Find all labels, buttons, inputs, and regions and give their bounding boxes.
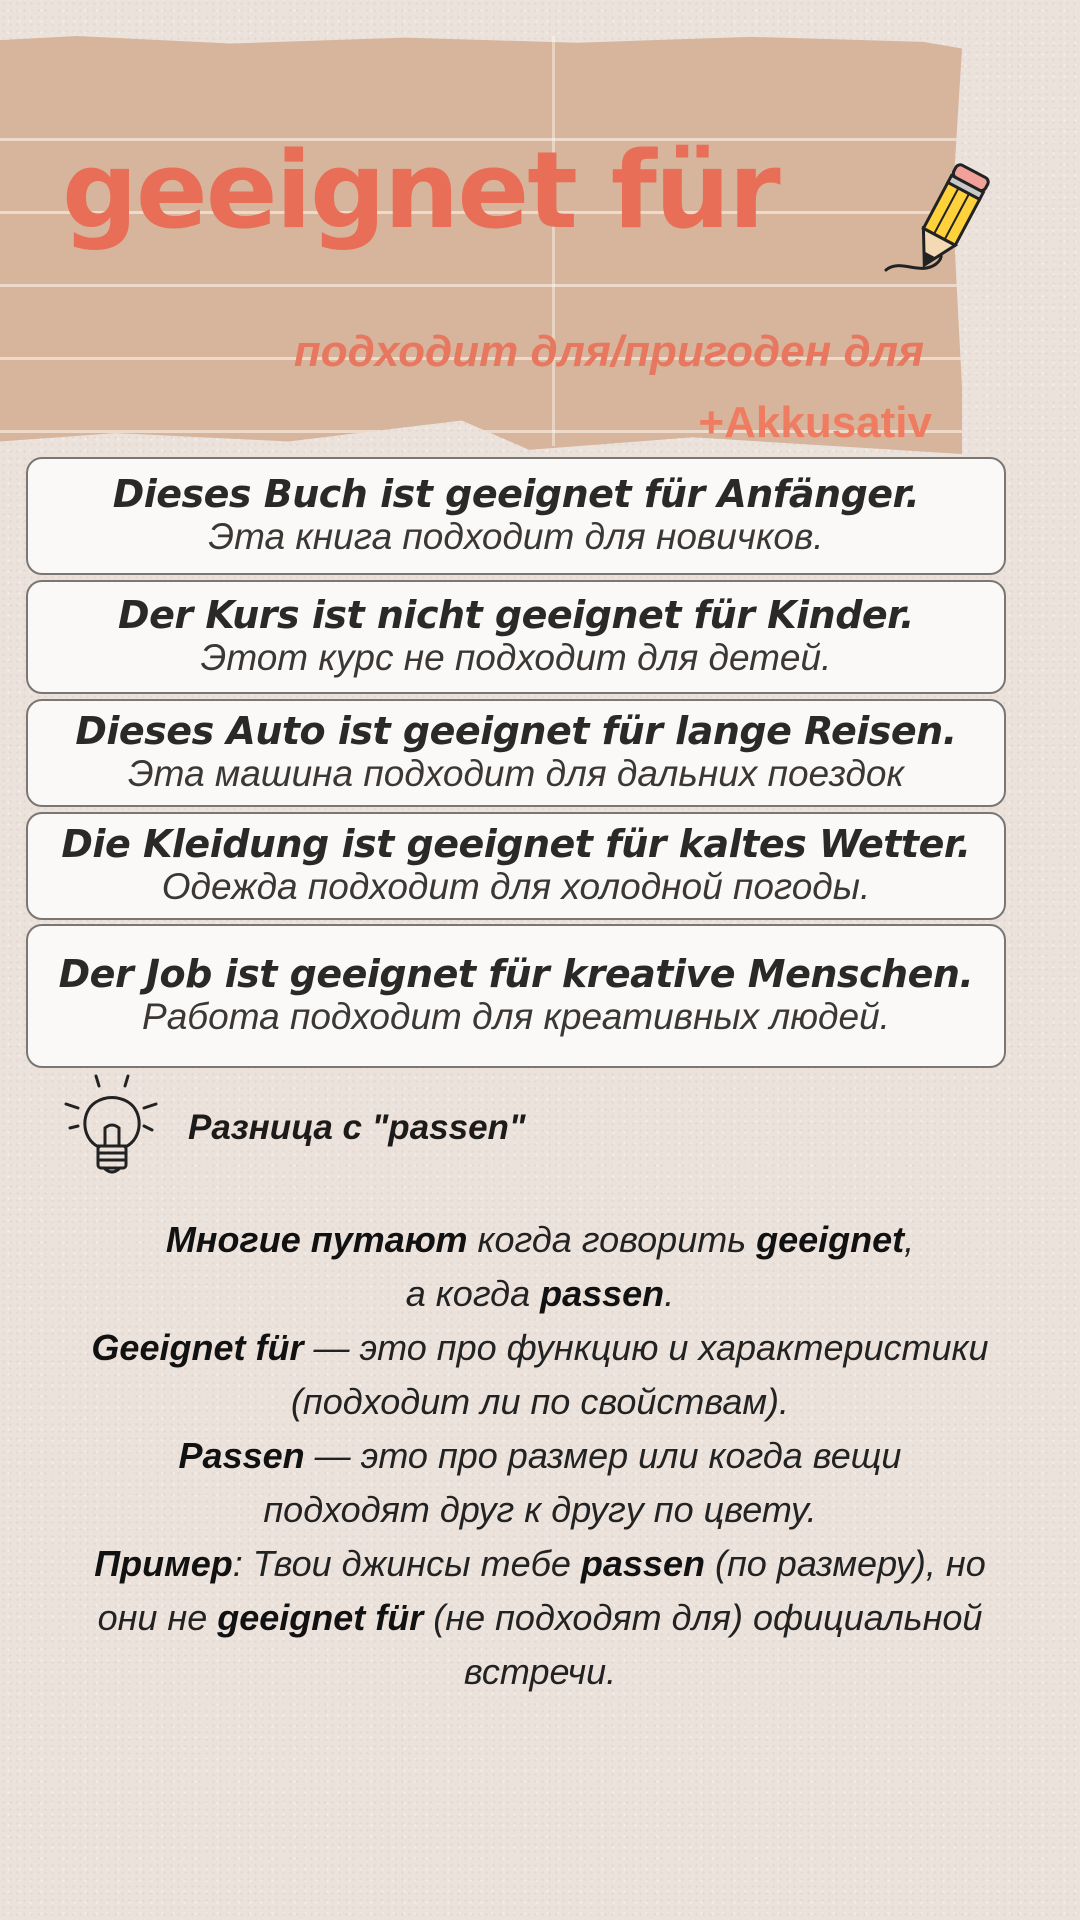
bold-phrase: passen [540,1273,665,1314]
example-russian: Одежда подходит для холодной погоды. [161,865,871,907]
example-card [26,924,1006,1068]
example-german: Der Kurs ist nicht geeignet für Kinder. [118,592,914,637]
explanation-line [40,1537,1040,1591]
pencil-icon [880,158,1030,288]
explanation-line [40,1483,1040,1537]
example-german: Der Job ist geeignet für kreative Menschen. [58,951,974,996]
text-segment: они не [97,1597,218,1638]
translation-subtitle: подходит для/пригоден для [293,327,924,376]
example-russian: Эта машина подходит для дальних поездок [128,752,904,794]
lightbulb-icon [56,1070,166,1190]
text-segment: когда говорить [467,1219,757,1260]
bold-phrase: Passen [178,1435,305,1476]
bold-phrase: geeignet für [217,1597,424,1638]
text-segment: подходят друг к другу по цвету. [263,1489,817,1530]
example-german: Die Kleidung ist geeignet für kaltes Wetter. [61,821,971,866]
bold-phrase: Geeignet für [91,1327,304,1368]
example-card [26,699,1006,807]
text-segment: (не подходят для) официальной [423,1597,983,1638]
text-segment: — это про функцию и характеристики [303,1327,989,1368]
bold-phrase: geeignet [756,1219,905,1260]
example-russian: Эта книга подходит для новичков. [208,515,824,557]
text-segment: , [904,1219,915,1260]
text-segment: — это про размер или когда вещи [304,1435,902,1476]
example-russian: Работа подходит для креативных людей. [142,995,890,1037]
section-heading: Разница с "passen" [188,1108,526,1147]
text-segment: (по размеру), но [704,1543,986,1584]
explanation-line [40,1213,1040,1267]
explanation-line [40,1321,1040,1375]
example-card [26,457,1006,575]
explanation-line [40,1591,1040,1645]
text-segment: встречи. [463,1651,617,1692]
text-segment: : Твои джинсы тебе [232,1543,581,1584]
explanation-text [40,1213,1040,1699]
explanation-line [40,1375,1040,1429]
explanation-line [40,1429,1040,1483]
bold-phrase: Многие путают [165,1219,468,1260]
explanation-line [40,1267,1040,1321]
example-card [26,812,1006,920]
text-segment: (подходит ли по свойствам). [290,1381,790,1422]
text-segment: . [664,1273,675,1314]
explanation-line [40,1645,1040,1699]
example-german: Dieses Buch ist geeignet für Anfänger. [112,471,920,516]
example-german: Dieses Auto ist geeignet für lange Reisen. [75,708,957,753]
page-title: geeignet für [62,129,779,252]
example-card [26,580,1006,694]
case-label: +Akkusativ [698,398,932,447]
bold-phrase: Пример [94,1543,233,1584]
bold-phrase: passen [580,1543,705,1584]
text-segment: а когда [405,1273,541,1314]
example-russian: Этот курс не подходит для детей. [200,636,832,678]
